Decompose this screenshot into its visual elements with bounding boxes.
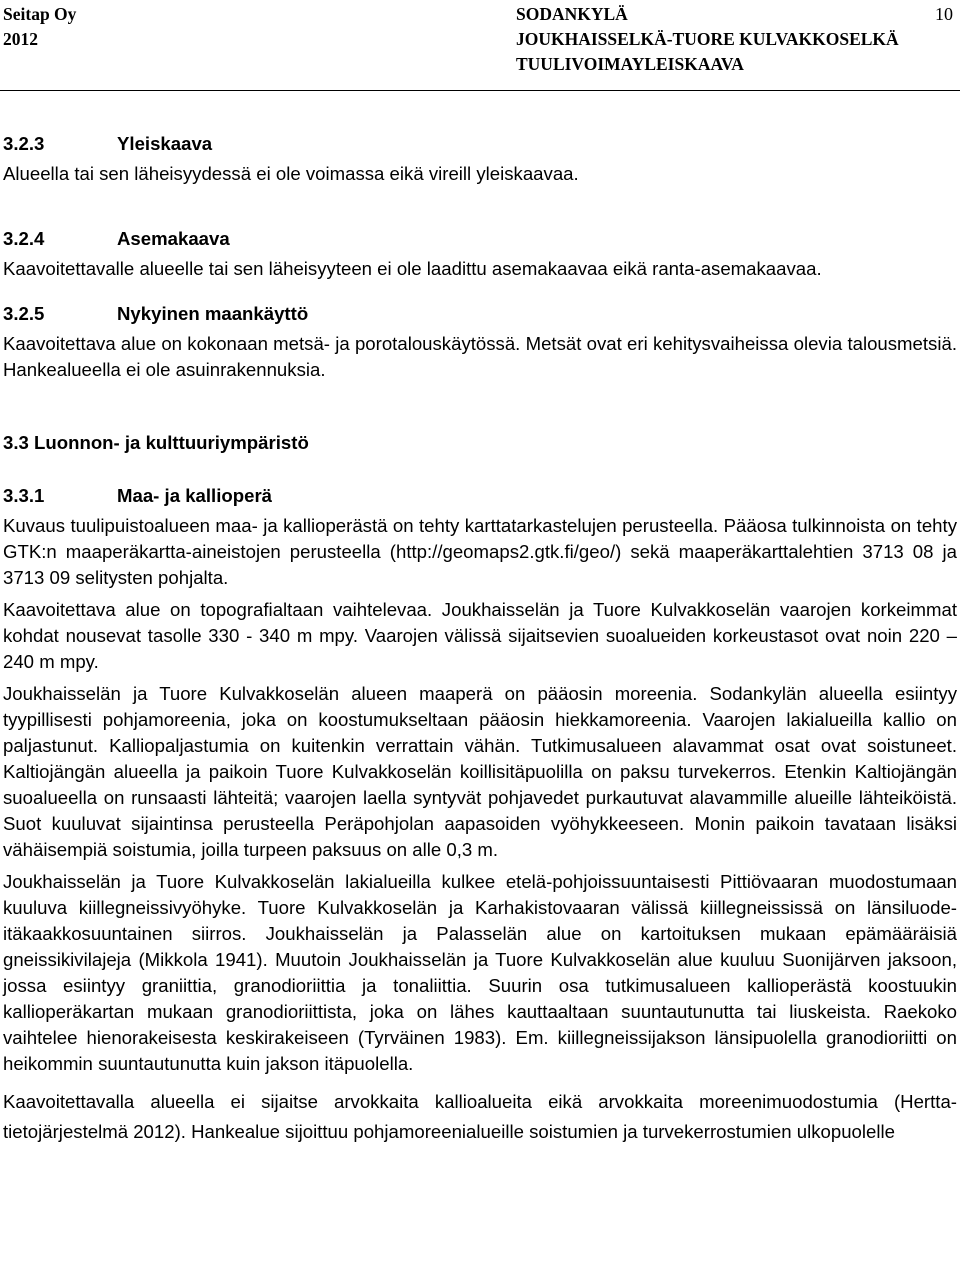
paragraph-yleiskaava: Alueella tai sen läheisyydessä ei ole voimassa eikä vireill yleiskaavaa. — [3, 163, 579, 184]
paragraph-asemakaava: Kaavoitettavalle alueelle tai sen läheisyyteen ei ole laadittu asemakaavaa eikä ranta-asemakaavaa. — [3, 258, 822, 279]
section-title: Asemakaava — [117, 228, 230, 249]
section-heading-maankaytto — [3, 298, 957, 329]
page-number: 10 — [935, 4, 953, 24]
paragraph-topografia: Kaavoitettava alue on topografialtaan vaihtelevaa. Joukhaisselän ja Tuore Kulvakkoselän vaarojen korkeimmat kohdat nousevat tasolle 330 - 340 m mpy. Vaarojen välissä sijaitsevien suoalueiden korkeustasot ovat noin 220 – 240 m mpy. — [3, 599, 957, 672]
section-number: 3.2.4 — [3, 228, 45, 249]
header-left — [3, 2, 76, 52]
section-title: Nykyinen maankäyttö — [117, 303, 309, 324]
section-heading-yleiskaava — [3, 128, 957, 159]
header-company: Seitap Oy — [3, 4, 77, 24]
document-body — [3, 128, 957, 1147]
section-heading-kalliopera — [3, 480, 957, 511]
section-number: 3.3.1 — [3, 485, 45, 506]
paragraph-maapera: Joukhaisselän ja Tuore Kulvakkoselän alueen maaperä on pääosin moreenia. Sodankylän alueella esiintyy tyypillisesti pohjamoreenia, joka on koostumukseltaan pääosin hiekkamoreenia. Vaarojen lakialueilla kallio on paljastunut. Kalliopaljastumia on kuitenkin verrattain vähän. Tutkimusalueen alavammat osat ovat soistuneet. Kaltiojängän alueella ja paikoin Tuore Kulvakkoselän koillisitäpuolilla on paksu turvekerros. Etenkin Kaltiojängän suoalueella on runsaasti lähteitä; vaarojen laella syntyvät pohjavedet purkautuvat alavammille alueille lähteiköistä. Suot kuuluvat sijaintinsa perusteella Peräpohjolan aapasoiden vyöhykkeeseen. Monin paikoin tavataan lisäksi vähäisempiä soistumia, joilla turpeen paksuus on alle 0,3 m. — [3, 683, 957, 860]
section-number: 3.2.5 — [3, 303, 45, 324]
header-center — [516, 2, 899, 77]
section-title: Luonnon- ja kulttuuriympäristö — [34, 432, 309, 453]
paragraph-kuvaus: Kuvaus tuulipuistoalueen maa- ja kallioperästä on tehty karttatarkastelujen perusteella. Pääosa tulkinnoista on tehty GTK:n maaperäkartta-aineistojen perusteella (http://geomaps2.gtk.fi/geo/) sekä maaperäkarttalehtien 3713 08 ja 3713 09 selitysten pohjalta. — [3, 515, 957, 588]
section-title: Yleiskaava — [117, 133, 213, 154]
section-number: 3.3 — [3, 432, 29, 453]
header-plan: TUULIVOIMAYLEISKAAVA — [516, 54, 744, 74]
paragraph-kalliopera: Joukhaisselän ja Tuore Kulvakkoselän lakialueilla kulkee etelä-pohjoissuuntaisesti Pittiövaaran muodostumaan kuuluva kiillegneissivyöhyke. Tuore Kulvakkoselän ja Karhakistovaaran välissä kiillegneississä on länsiluode- itäkaakkosuuntainen siirros. Joukhaisselän ja Palasselän alue on kartoituksen mukaan epämääräisiä gneissikivilajeja (Mikkola 1941). Muutoin Joukhaisselän ja Tuore Kulvakkoselän alue kuuluu Suonijärven jaksoon, jossa esiintyy graniittia, granodioriittia ja tonaliittia. Suurin osa tutkimusalueen kallioperästä koostuukin kallioperäkartan mukaan granodioriittista, joka on lähes kauttaaltaan suuntautunutta tai liuskeista. Raekoko vaihtelee hienorakeisesta keskirakeiseen (Tyrväinen 1983). Em. kiillegneissijakson länsipuolella granodioriitti on heikommin suuntautunutta kuin jakson itäpuolella. — [3, 871, 957, 1074]
header-year: 2012 — [3, 29, 38, 49]
section-heading-asemakaava — [3, 223, 957, 254]
paragraph-maankaytto: Kaavoitettava alue on kokonaan metsä- ja porotalouskäytössä. Metsät ovat eri kehitysvaiheissa olevia talousmetsiä. Hankealueella ei ole asuinrakennuksia. — [3, 333, 957, 380]
header-project: JOUKHAISSELKÄ-TUORE KULVAKKOSELKÄ — [516, 29, 899, 49]
section-number: 3.2.3 — [3, 133, 45, 154]
paragraph-arvokkaat-alueet: Kaavoitettavalla alueella ei sijaitse arvokkaita kallioalueita eikä arvokkaita moreenimuodostumia (Hertta-tietojärjestelmä 2012). Hankealue sijoittuu pohjamoreenialueille soistumien ja turvekerrostumien ulkopuolelle — [3, 1091, 957, 1142]
section-title: Maa- ja kallioperä — [117, 485, 273, 506]
section-heading-luonnon — [3, 427, 957, 458]
header-municipality: SODANKYLÄ — [516, 4, 628, 24]
header-divider — [0, 90, 960, 91]
